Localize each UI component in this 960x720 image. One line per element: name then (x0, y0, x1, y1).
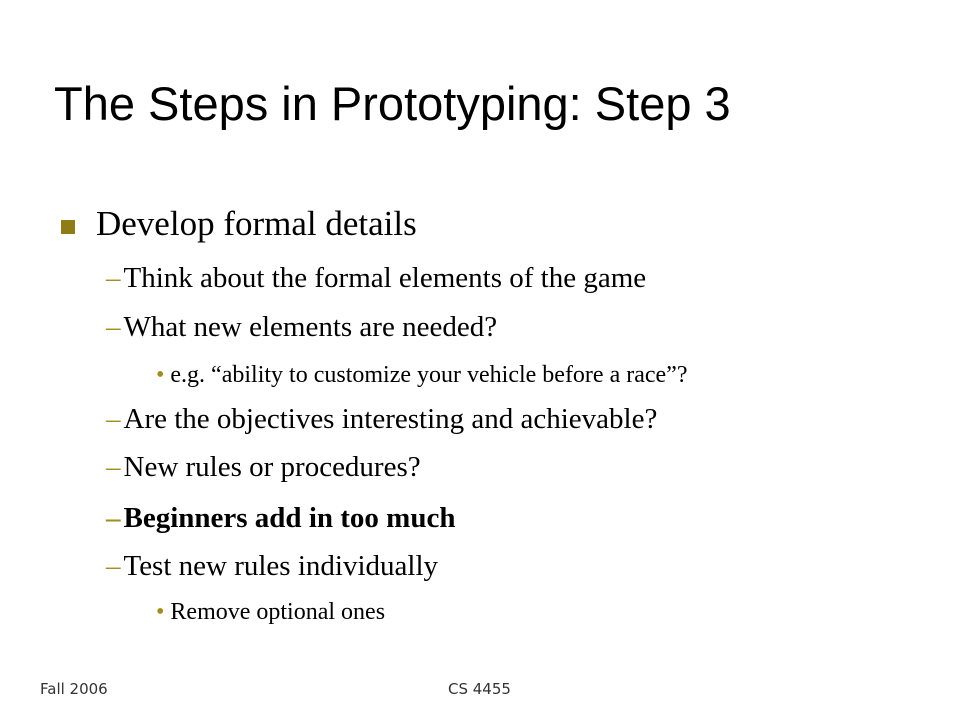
dot-marker: • (156, 599, 165, 625)
footer-course: CS 4455 (448, 680, 511, 698)
dash-marker: – (106, 451, 121, 483)
bullet-text: Develop formal details (96, 204, 417, 243)
dash-marker: – (106, 403, 121, 435)
slide-title: The Steps in Prototyping: Step 3 (54, 77, 731, 130)
bullet-text: New rules or procedures? (123, 451, 421, 483)
sub-bullet-beginners (106, 502, 455, 535)
sub-sub-bullet-remove-optional (156, 599, 385, 626)
sub-bullet-new-rules (106, 451, 421, 484)
sub-bullet-new-elements (106, 311, 497, 344)
sub-sub-bullet-example (156, 362, 687, 389)
bullet-text: What new elements are needed? (123, 311, 498, 343)
square-bullet-icon (61, 220, 75, 234)
bullet-text: Beginners add in too much (123, 502, 456, 534)
bullet-text: Remove optional ones (170, 599, 386, 625)
dash-marker: – (106, 311, 121, 343)
bullet-develop-formal-details (96, 204, 417, 244)
bullet-text: e.g. “ability to customize your vehicle before a race”? (170, 362, 688, 388)
sub-bullet-objectives (106, 403, 657, 436)
dash-marker: – (106, 262, 121, 294)
bullet-text: Test new rules individually (123, 550, 438, 582)
footer-date: Fall 2006 (40, 680, 108, 698)
sub-bullet-test-rules (106, 550, 438, 583)
sub-bullet-formal-elements (106, 262, 646, 295)
dash-marker: – (106, 550, 121, 582)
dash-marker: – (106, 502, 121, 534)
bullet-text: Think about the formal elements of the game (123, 262, 647, 294)
bullet-text: Are the objectives interesting and achievable? (123, 403, 658, 435)
dot-marker: • (156, 362, 165, 388)
